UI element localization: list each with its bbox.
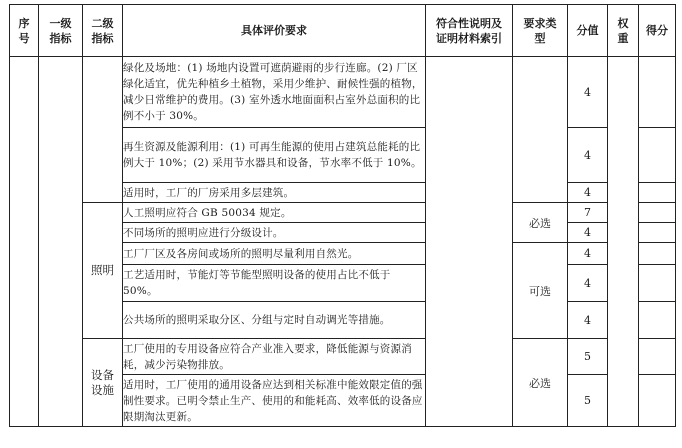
- header-req-type: 要求类型: [513, 5, 568, 57]
- evidence-cell: [426, 57, 513, 427]
- level2-equipment: 设备设施: [83, 339, 123, 427]
- got-cell[interactable]: [639, 243, 676, 265]
- requirement-text: 适用时，工厂的厂房采用多层建筑。: [123, 183, 426, 203]
- score-value: 4: [568, 183, 608, 203]
- table-row: [10, 339, 676, 375]
- requirement-text: 不同场所的照明应进行分级设计。: [123, 223, 426, 243]
- got-cell[interactable]: [639, 302, 676, 339]
- header-evidence: 符合性说明及证明材料索引: [426, 5, 513, 57]
- requirement-text: 工厂使用的专用设备应符合产业准入要求，降低能源与资源消耗，减少污染物排放。: [123, 339, 426, 375]
- got-cell[interactable]: [639, 203, 676, 223]
- header-weight: 权重: [608, 5, 639, 57]
- requirement-text: 再生资源及能源利用：(1) 可再生能源的使用占建筑总能耗的比例大于 10%；(2) 采用节水器具和设备，节水率不低于 10%。: [123, 128, 426, 183]
- got-cell[interactable]: [639, 183, 676, 203]
- table-row: [10, 57, 676, 128]
- header-seq: 序号: [10, 5, 39, 57]
- requirement-text: 人工照明应符合 GB 50034 规定。: [123, 203, 426, 223]
- header-score: 分值: [568, 5, 608, 57]
- requirement-text: 适用时，工厂使用的通用设备应达到相关标准中能效限定值的强制性要求。已明令禁止生产、使用的和能耗高、效率低的设备应限期淘汰更新。: [123, 375, 426, 427]
- header-level2: 二级指标: [83, 5, 123, 57]
- req-type-optional: 可选: [513, 243, 568, 339]
- got-cell[interactable]: [639, 339, 676, 375]
- requirement-text: 工厂厂区及各房间或场所的照明尽量利用自然光。: [123, 243, 426, 265]
- header-row: [10, 5, 676, 57]
- score-value: 4: [568, 243, 608, 265]
- req-type-mandatory: 必选: [513, 203, 568, 243]
- got-cell[interactable]: [639, 128, 676, 183]
- score-value: 4: [568, 57, 608, 128]
- requirement-text: 公共场所的照明采取分区、分组与定时自动调光等措施。: [123, 302, 426, 339]
- score-value: 4: [568, 223, 608, 243]
- score-value: 5: [568, 375, 608, 427]
- score-value: 4: [568, 302, 608, 339]
- got-cell[interactable]: [639, 223, 676, 243]
- req-type-cell-empty: [513, 57, 568, 203]
- evaluation-table: [9, 4, 676, 427]
- got-cell[interactable]: [639, 375, 676, 427]
- req-type-equipment-mandatory: 必选: [513, 339, 568, 427]
- got-cell[interactable]: [639, 57, 676, 128]
- header-requirement: 具体评价要求: [123, 5, 426, 57]
- score-value: 7: [568, 203, 608, 223]
- level2-cell-empty: [83, 57, 123, 203]
- score-value: 5: [568, 339, 608, 375]
- got-cell[interactable]: [639, 265, 676, 302]
- header-level1: 一级指标: [39, 5, 83, 57]
- level2-lighting: 照明: [83, 203, 123, 339]
- score-value: 4: [568, 265, 608, 302]
- level1-cell: [39, 57, 83, 427]
- weight-cell: [608, 57, 639, 427]
- requirement-text: 工艺适用时，节能灯等节能型照明设备的使用占比不低于 50%。: [123, 265, 426, 302]
- requirement-text: 绿化及场地：(1) 场地内设置可遮荫避雨的步行连廊。(2) 厂区绿化适宜，优先种植乡土植物，采用少维护、耐候性强的植物，减少日常维护的费用。(3) 室外透水地面面积占室外总面积的比例不小于 30%。: [123, 57, 426, 128]
- seq-cell: [10, 57, 39, 427]
- header-got: 得分: [639, 5, 676, 57]
- table-row: [10, 203, 676, 223]
- score-value: 4: [568, 128, 608, 183]
